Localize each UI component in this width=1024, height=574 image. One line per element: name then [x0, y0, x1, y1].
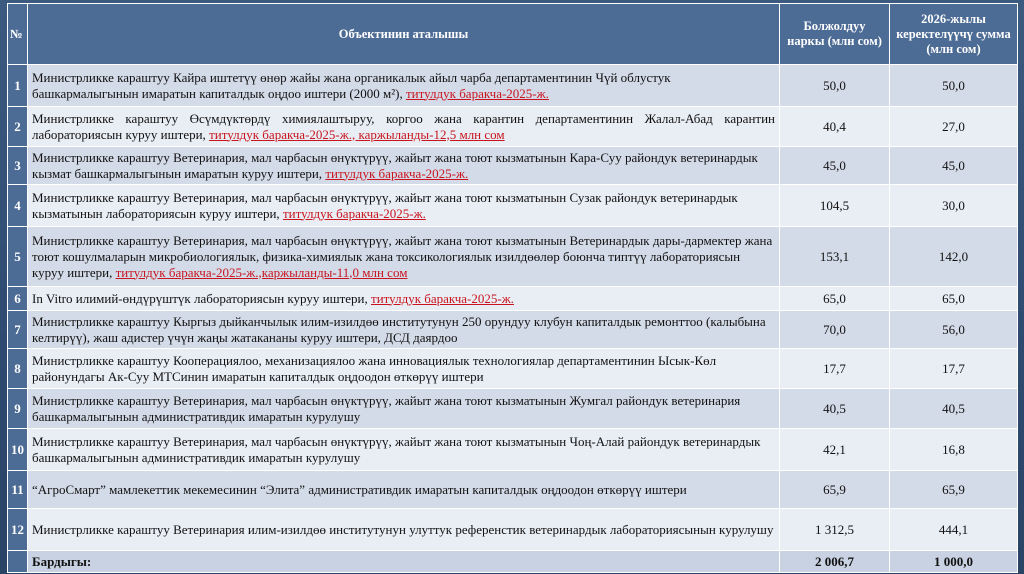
row-need: 30,0	[890, 185, 1018, 227]
projects-table	[7, 3, 1018, 573]
title-sheet-link[interactable]: титулдук баракча-2025-ж.	[371, 290, 514, 306]
table-row	[8, 349, 1018, 389]
row-cost: 45,0	[780, 147, 890, 185]
row-number: 4	[8, 185, 28, 227]
row-text: Министрликке караштуу Кооперациялоо, механизациялоо жана инновациялык технологиялар департаментинин Ысык-Көл районундагы Ак-Суу МТСинин имаратын капиталдык оңдоодон өткөрүү иштери	[28, 349, 780, 389]
total-num	[8, 551, 28, 573]
table-row	[8, 509, 1018, 551]
row-cost: 17,7	[780, 349, 890, 389]
row-number: 3	[8, 147, 28, 185]
title-sheet-link[interactable]: титулдук баракча-2025-ж.	[282, 205, 426, 221]
row-cost: 70,0	[780, 311, 890, 349]
row-cost: 40,4	[780, 107, 890, 147]
table-row	[8, 107, 1018, 147]
row-cost: 65,0	[780, 287, 890, 311]
table-row	[8, 185, 1018, 227]
row-cost: 40,5	[780, 389, 890, 429]
row-text: Министрликке караштуу Кыргыз дыйканчылык илим-изилдөө институтунун 250 орундуу клубун капиталдык ремонттоо (калыбына келтирүү), жаш адистер үчүн жаңы жатакананы куруу иштери, ДСД даярдоо	[28, 311, 780, 349]
table-header-row	[8, 4, 1018, 65]
row-need: 50,0	[890, 65, 1018, 107]
total-label: Бардыгы:	[28, 551, 780, 573]
table-row	[8, 389, 1018, 429]
row-text: Министрликке караштуу Ветеринария, мал чарбасын өнүктүрүү, жайыт жана тоют кызматынын Жумгал райондук ветеринария башкармалыгынын административдик имаратын курулушу	[28, 389, 780, 429]
row-text: Министрликке караштуу Ветеринария, мал чарбасын өнүктүрүү, жайыт жана тоют кызматынын Ветеринардык дары-дармектер жана тоют кошулмаларын микробиологиялык, физика-химиялык жана токсикологиялык изилдөөлөр боюнча типтүү лабораториясын куруу иштери, титулдук баракча-2025-ж.,каржыланды-11,0 млн сом	[28, 227, 780, 287]
row-need: 142,0	[890, 227, 1018, 287]
total-row	[8, 551, 1018, 573]
table-row	[8, 429, 1018, 471]
row-need: 17,7	[890, 349, 1018, 389]
header-object: Объектинин аталышы	[28, 4, 780, 65]
row-cost: 50,0	[780, 65, 890, 107]
row-cost: 42,1	[780, 429, 890, 471]
total-cost: 2 006,7	[780, 551, 890, 573]
row-number: 6	[8, 287, 28, 311]
title-sheet-link[interactable]: титулдук баракча-2025-ж.	[325, 165, 469, 181]
row-cost: 65,9	[780, 471, 890, 509]
row-text: In Vitro илимий-өндүрүштүк лабораториясын куруу иштери, титулдук баракча-2025-ж.	[28, 287, 780, 311]
row-text: Министрликке караштуу Ветеринария, мал чарбасын өнүктүрүү, жайыт жана тоют кызматынын Чоң-Алай райондук ветеринардык башкармалыгынын административдик имаратын курулушу	[28, 429, 780, 471]
header-need: 2026-жылы керектелүүчү сумма (млн сом)	[890, 4, 1018, 65]
row-text: “АгроСмарт” мамлекеттик мекемесинин “Элита” административдик имаратын капиталдык оңдоодон өткөрүү иштери	[28, 471, 780, 509]
row-number: 11	[8, 471, 28, 509]
row-number: 8	[8, 349, 28, 389]
table-row	[8, 311, 1018, 349]
row-cost: 104,5	[780, 185, 890, 227]
row-number: 1	[8, 65, 28, 107]
title-sheet-link[interactable]: титулдук баракча-2025-ж., каржыланды-12,5 млн сом	[209, 126, 505, 142]
row-text: Министрликке караштуу Ветеринария илим-изилдөө институтунун улуттук референстик ветеринардык лабораториясынын курулушу	[28, 509, 780, 551]
row-cost: 153,1	[780, 227, 890, 287]
row-need: 40,5	[890, 389, 1018, 429]
row-number: 12	[8, 509, 28, 551]
row-number: 7	[8, 311, 28, 349]
header-num: №	[8, 4, 28, 65]
row-number: 2	[8, 107, 28, 147]
row-need: 27,0	[890, 107, 1018, 147]
table-row	[8, 65, 1018, 107]
row-number: 9	[8, 389, 28, 429]
row-need: 65,0	[890, 287, 1018, 311]
title-sheet-link[interactable]: титулдук баракча-2025-ж.,каржыланды-11,0 млн сом	[115, 264, 408, 280]
header-cost: Болжолдуу наркы (млн сом)	[780, 4, 890, 65]
row-text: Министрликке караштуу Кайра иштетүү өнөр жайы жана органикалык айыл чарба департаментинин Чүй облустук башкармалыгынын имаратын капиталдык оңдоо иштери (2000 м²), титулдук баракча-2025-ж.	[28, 65, 780, 107]
row-need: 444,1	[890, 509, 1018, 551]
row-need: 16,8	[890, 429, 1018, 471]
title-sheet-link[interactable]: титулдук баракча-2025-ж.	[405, 85, 549, 101]
row-text: Министрликке караштуу Ветеринария, мал чарбасын өнүктүрүү, жайыт жана тоют кызматынын Кара-Суу райондук ветеринардык кызмат башкармалыгынын имаратын куруу иштери, титулдук баракча-2025-ж.	[28, 147, 780, 185]
row-number: 10	[8, 429, 28, 471]
table-row	[8, 471, 1018, 509]
row-number: 5	[8, 227, 28, 287]
row-cost: 1 312,5	[780, 509, 890, 551]
table-row	[8, 287, 1018, 311]
table-row	[8, 227, 1018, 287]
row-text: Министрликке караштуу Өсүмдүктөрдү химиялаштыруу, коргоо жана карантин департаментинин Жалал-Абад карантин лабораториясын куруу иштери, титулдук баракча-2025-ж., каржыланды-12,5 млн сом	[28, 107, 780, 147]
total-need: 1 000,0	[890, 551, 1018, 573]
row-need: 56,0	[890, 311, 1018, 349]
row-need: 65,9	[890, 471, 1018, 509]
table-row	[8, 147, 1018, 185]
row-text: Министрликке караштуу Ветеринария, мал чарбасын өнүктүрүү, жайыт жана тоют кызматынын Сузак райондук ветеринардык кызматынын лабораториясын куруу иштери, титулдук баракча-2025-ж.	[28, 185, 780, 227]
row-need: 45,0	[890, 147, 1018, 185]
